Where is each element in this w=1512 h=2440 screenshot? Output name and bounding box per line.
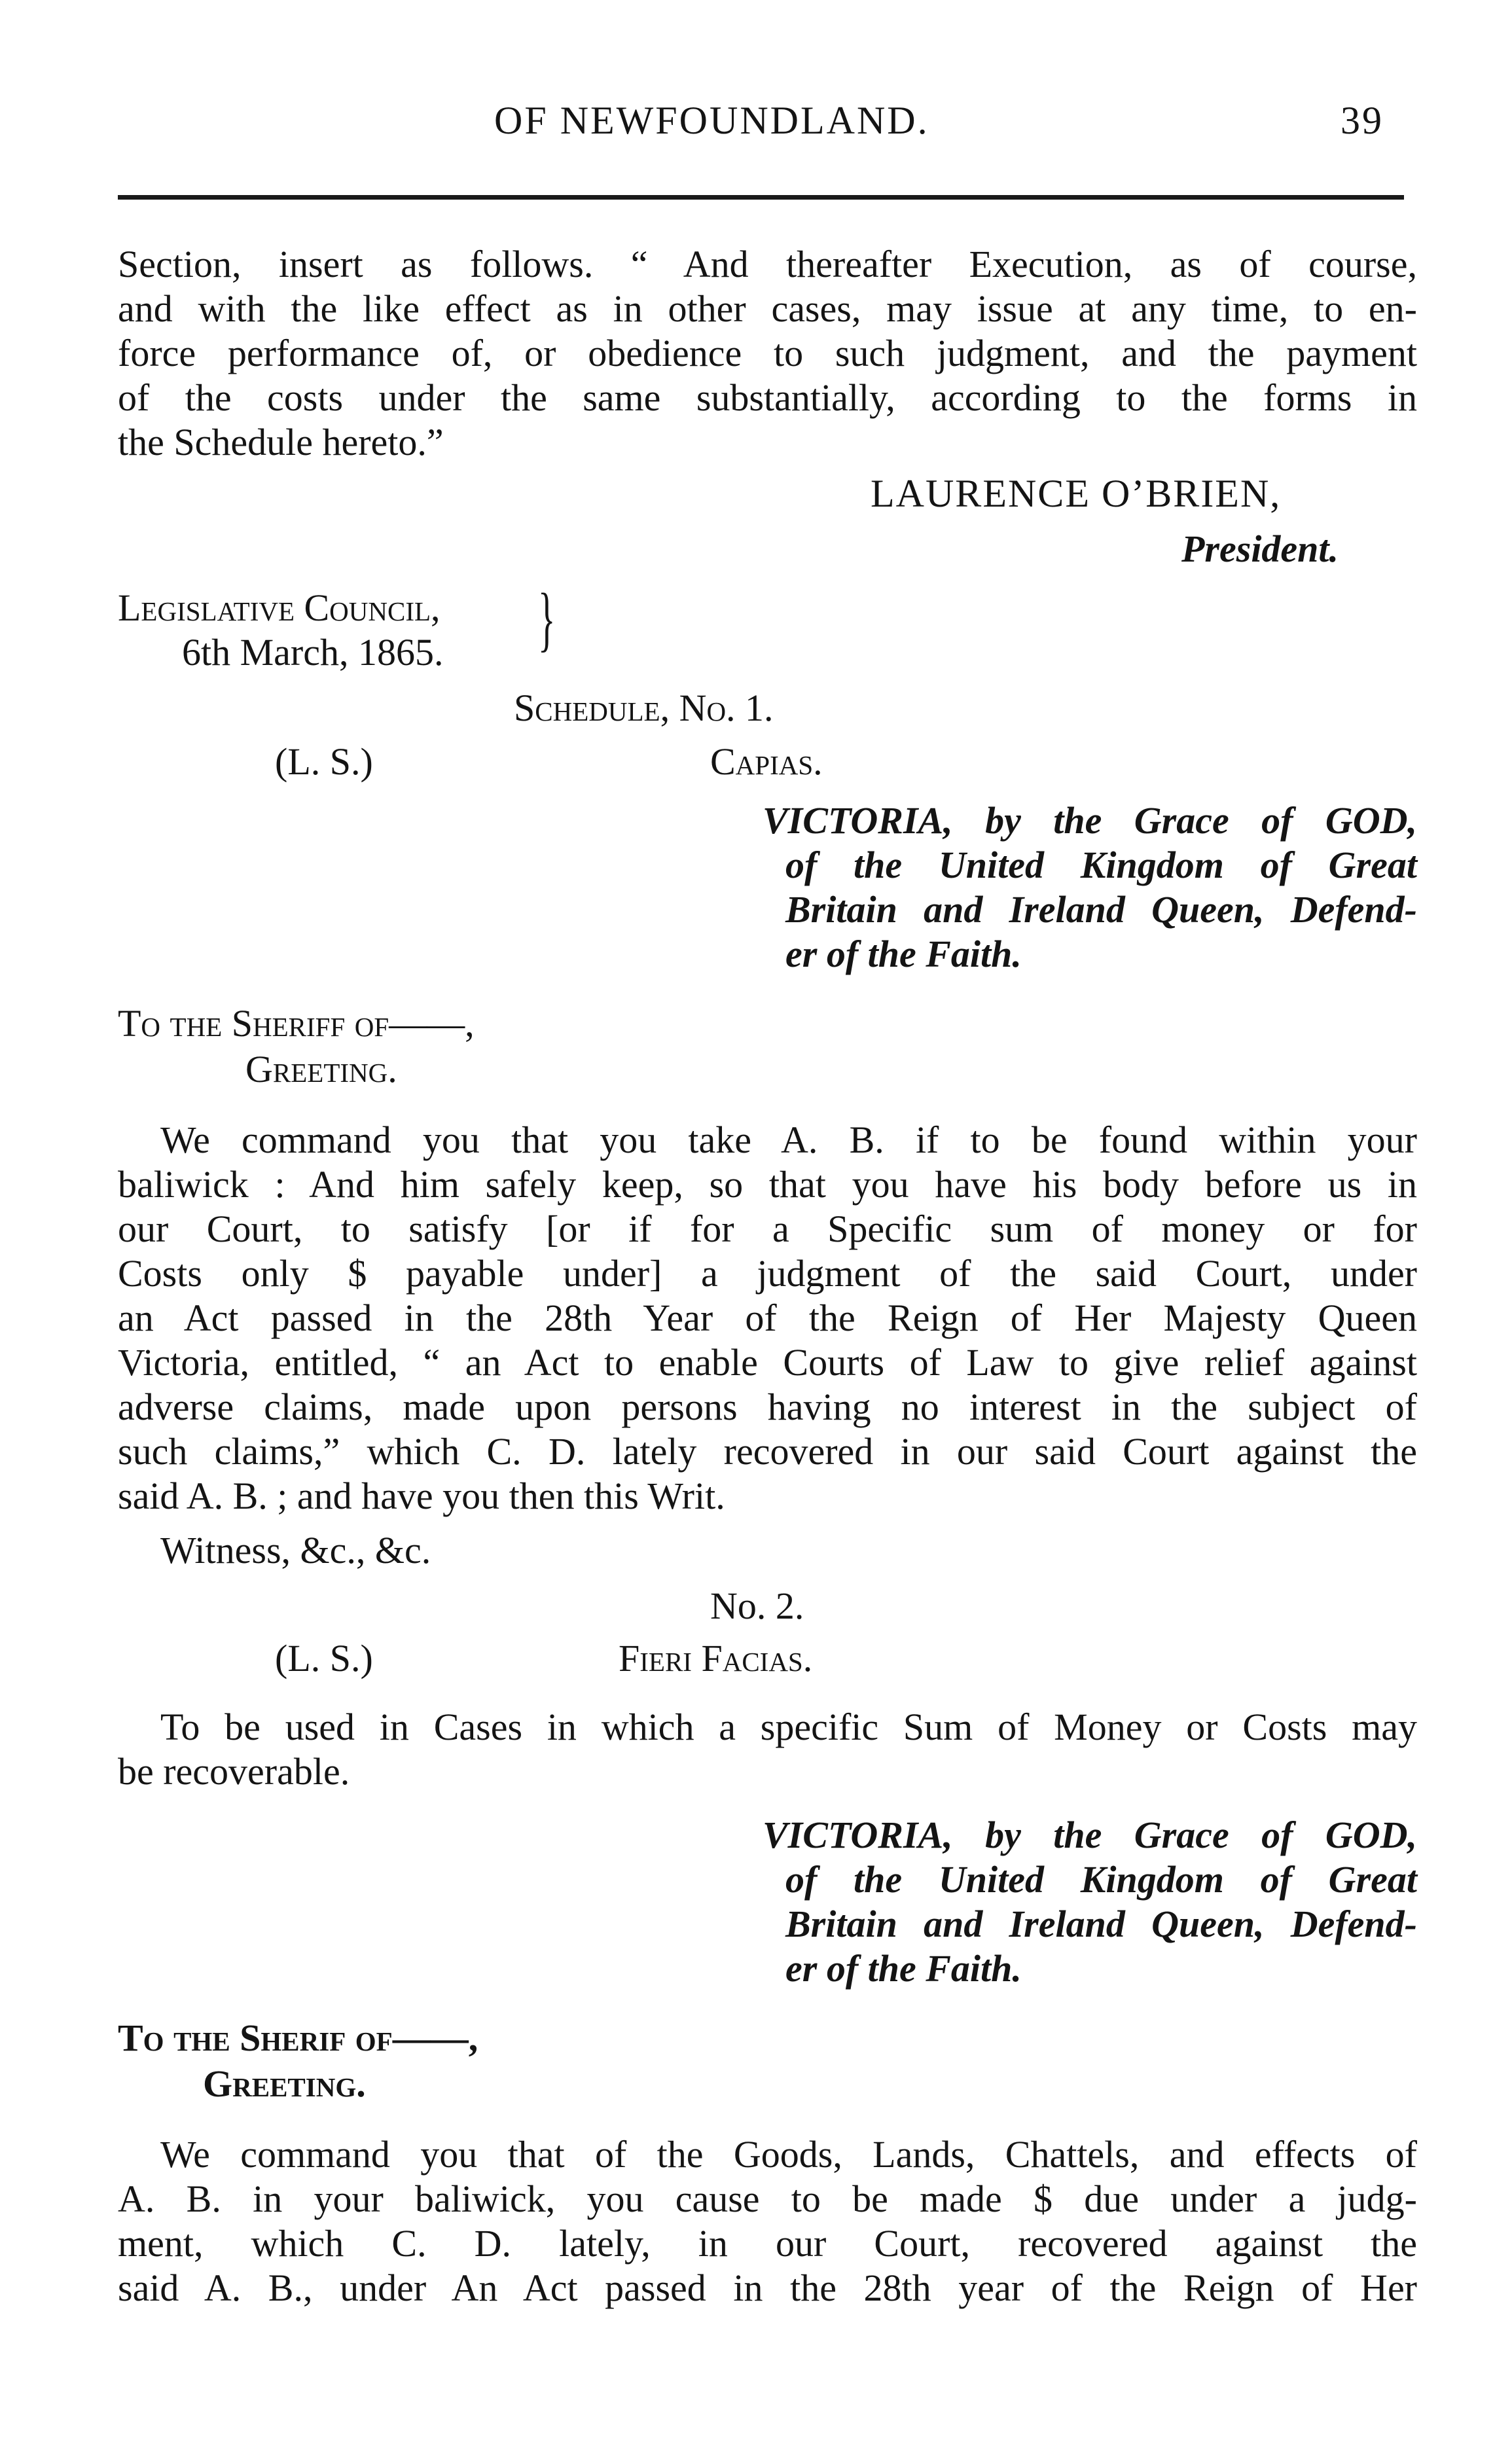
text-line: said A. B., under An Act passed in the 28th year of the Reign of Her bbox=[118, 2267, 1417, 2309]
text-line: Britain and Ireland Queen, Defend- bbox=[785, 888, 1417, 931]
text-line: and with the like effect as in other cases, may issue at any time, to en- bbox=[118, 287, 1417, 330]
text-line: er of the Faith. bbox=[785, 1947, 1022, 1990]
brace-icon: } bbox=[538, 579, 556, 658]
text-line: said A. B. ; and have you then this Writ. bbox=[118, 1475, 725, 1517]
text-line: To be used in Cases in which a specific Sum of Money or Costs may bbox=[160, 1706, 1417, 1748]
text-line: such claims,” which C. D. lately recovered in our said Court against the bbox=[118, 1430, 1417, 1473]
text-line: force performance of, or obedience to such judgment, and the payment bbox=[118, 332, 1417, 374]
addressee: To the Sherif of——, bbox=[118, 2017, 478, 2059]
schedule-heading: Schedule, No. 1. bbox=[514, 687, 774, 729]
text-line: Section, insert as follows. “ And thereafter Execution, as of course, bbox=[118, 243, 1417, 285]
witness-line: Witness, &c., &c. bbox=[160, 1529, 431, 1571]
text-line: of the United Kingdom of Great bbox=[785, 844, 1417, 886]
seal-label: (L. S.) bbox=[275, 1637, 373, 1679]
running-header: OF NEWFOUNDLAND. bbox=[494, 99, 929, 142]
text-line: the Schedule hereto.” bbox=[118, 421, 444, 463]
text-line: A. B. in your baliwick, you cause to be made $ due under a judg- bbox=[118, 2178, 1417, 2220]
greeting: Greeting. bbox=[203, 2062, 366, 2105]
text-line: Victoria, entitled, “ an Act to enable Courts of Law to give relief against bbox=[118, 1341, 1417, 1384]
page-number: 39 bbox=[1341, 99, 1384, 142]
text-line: We command you that you take A. B. if to be found within your bbox=[160, 1119, 1417, 1161]
council-date: 6th March, 1865. bbox=[182, 631, 444, 673]
text-line: We command you that of the Goods, Lands, Chattels, and effects of bbox=[160, 2133, 1417, 2176]
text-line: an Act passed in the 28th Year of the Reign of Her Majesty Queen bbox=[118, 1297, 1417, 1339]
text-line: VICTORIA, by the Grace of GOD, bbox=[763, 1814, 1417, 1856]
seal-label: (L. S.) bbox=[275, 740, 373, 783]
signatory-title: President. bbox=[1181, 528, 1339, 570]
text-line: er of the Faith. bbox=[785, 933, 1022, 975]
text-line: of the United Kingdom of Great bbox=[785, 1858, 1417, 1901]
text-line: Costs only $ payable under] a judgment of the said Court, under bbox=[118, 1252, 1417, 1295]
greeting: Greeting. bbox=[245, 1048, 397, 1090]
writ-name: Fieri Facias. bbox=[619, 1637, 813, 1679]
text-line: Britain and Ireland Queen, Defend- bbox=[785, 1903, 1417, 1945]
text-line: ment, which C. D. lately, in our Court, recovered against the bbox=[118, 2222, 1417, 2265]
council-name: Legislative Council, bbox=[118, 586, 441, 629]
text-line: adverse claims, made upon persons having no interest in the subject of bbox=[118, 1386, 1417, 1428]
addressee: To the Sheriff of——, bbox=[118, 1002, 475, 1045]
text-line: our Court, to satisfy [or if for a Specific sum of money or for bbox=[118, 1208, 1417, 1250]
signatory-name: LAURENCE O’BRIEN, bbox=[871, 472, 1282, 515]
text-line: baliwick : And him safely keep, so that you have his body before us in bbox=[118, 1163, 1417, 1206]
text-line: be recoverable. bbox=[118, 1750, 350, 1793]
writ-number: No. 2. bbox=[710, 1585, 804, 1627]
header-rule bbox=[118, 195, 1404, 200]
text-line: of the costs under the same substantially, according to the forms in bbox=[118, 376, 1417, 419]
writ-name: Capias. bbox=[710, 740, 823, 783]
text-line: VICTORIA, by the Grace of GOD, bbox=[763, 799, 1417, 842]
